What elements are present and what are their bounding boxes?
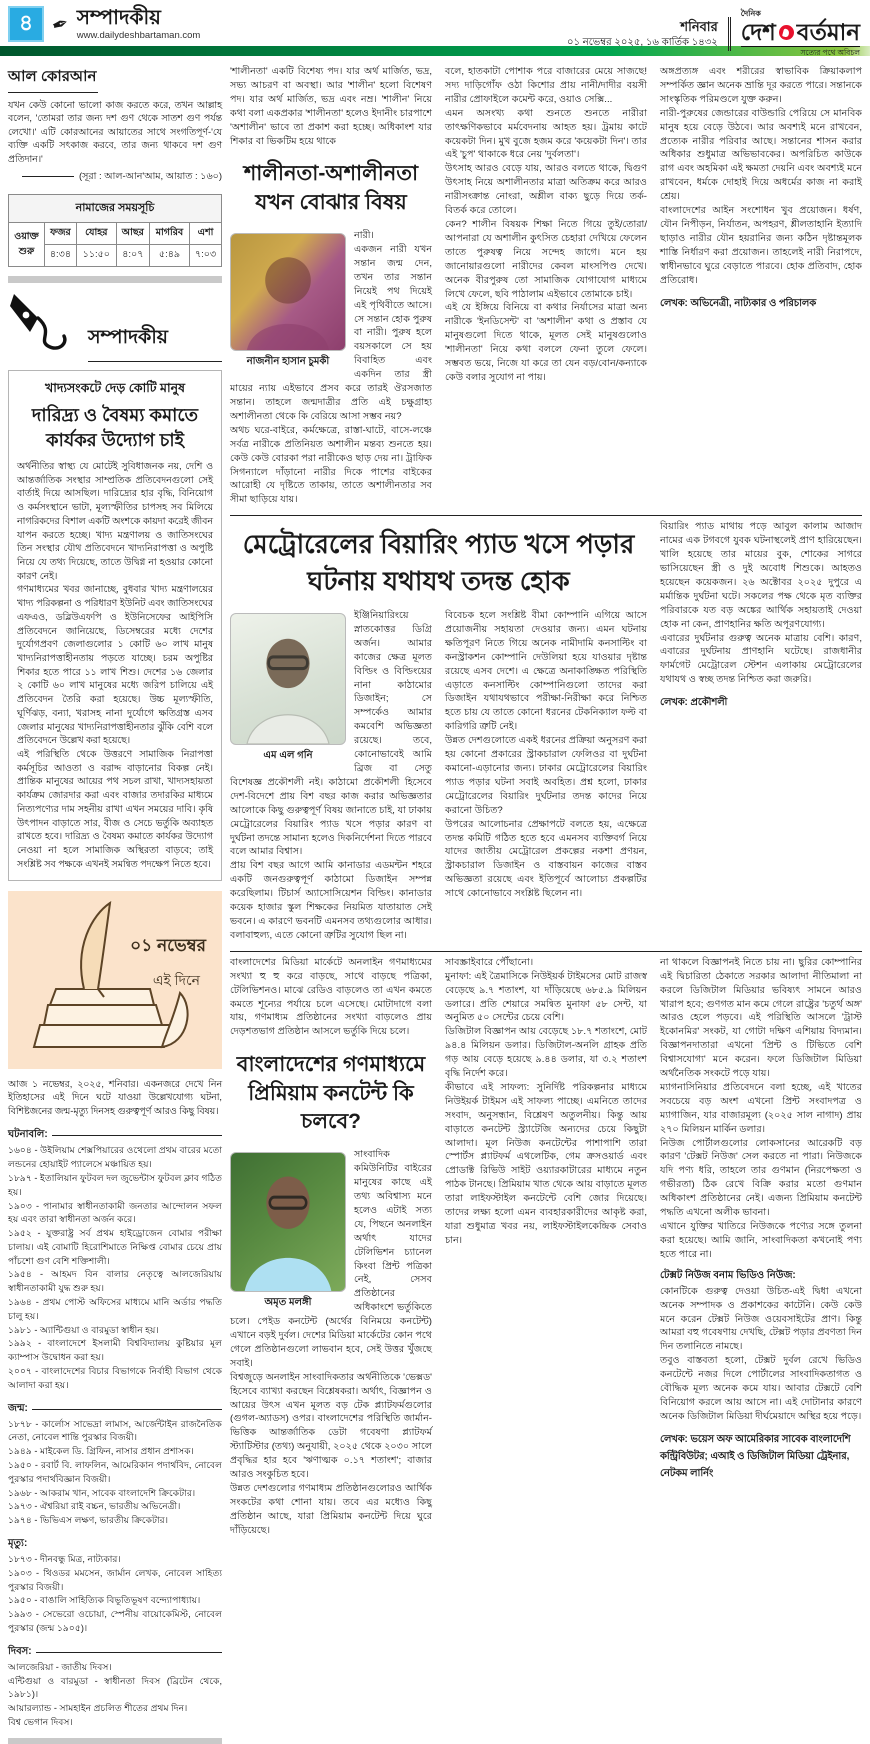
this-day-item: ১৯৭৩ - ঐশ্বরিয়া রাই বচ্চন, ভারতীয় অভিনেত্রী।	[8, 1501, 181, 1512]
article-premium-content	[230, 951, 862, 1546]
prayer-time-asr: ৪:০৭	[116, 245, 149, 267]
prayer-row-label: ওয়াক্ত শুরু	[9, 223, 45, 267]
article3-headline: বাংলাদেশের গণমাধ্যমে প্রিমিয়াম কনটেন্ট কি চলবে?	[236, 1053, 426, 1133]
this-day-item: ১৯৬৮ - আকরাম খান, সাবেক বাংলাদেশি ক্রিকেটার।	[8, 1487, 196, 1498]
newspaper-logo	[741, 8, 860, 60]
this-day-item: ১৯০৩ - থিওডর মমসেন, জার্মান লেখক, নোবেল সাহিত্য পুরস্কার বিজয়ী।	[8, 1567, 222, 1592]
main-articles-area	[230, 61, 862, 1744]
editorial-body: অর্থনীতির স্বাস্থ্য যে মোটেই সুবিধাজনক নয়, দেশি ও আন্তর্জাতিক সংস্থার সাম্প্রতিক প্রতিবেদনগুলো সেই বার্তাই দিয়ে আসছিল। দারিদ্র্যের হার বৃদ্ধি, বিনিয়োগ ও কর্মসংস্থানে ভাটা, মূল্যস্ফীতির চাপসহ সব মিলিয়ে নাগরিকদের বিশাল একটি অংশকে কায়দা করেই জীবন যাপন করতে হচ্ছে। খাদ্য মন্ত্রণালয় ও জাতিসংঘের তিন সংস্থার যৌথ প্রতিবেদনে খাদ্যনিরাপত্তা ও অপুষ্টি নিয়ে যে তথ্য দিয়েছে, তাতে উদ্বিগ্ন না হওয়ার কোনো কারণ নেই। গণমাধ্যমের খবর জানাচ্ছে, বুধবার খাদ্য মন্ত্রণালয়ের খাদ্য পরিকল্পনা ও পরিধারণ ইউনিট এবং জাতিসংঘের এফএও, ডব্লিউএফপি ও ইউনিসেফের আইপিসি প্রতিবেদনে জানিয়েছে, ডিসেম্বরের মধ্যে দেশের দুর্যোগপ্রবণ জেলাগুলোর ১ কোটি ৬০ লাখ মানুষ খাদ্যনিরাপত্তাহীনতায় পড়তে যাচ্ছে। চরম অপুষ্টির শিকার হতে পারে ১১ লাখ শিশু। দেশের ১৬ জেলার ২ কোটি ৬০ লাখ মানুষের মধ্যে জরিপ চালিয়ে এই প্রতিবেদন তৈরি করা হয়েছে। উচ্চ মূল্যস্ফীতি, ঘূর্ণিঝড়, বন্যা, খরাসহ নানা দুর্যোগে ক্ষতিগ্রস্ত এসব জেলার মানুষের খাদ্যনিরাপত্তাহীনতার ঝুঁকি বেশি বলে প্রতিবেদনে উল্লেখ করা হয়েছে। এই পরিস্থিতি থেকে উত্তরণে সামাজিক নিরাপত্তা কর্মসূচির আওতা ও বরাদ্দ বাড়ানোর বিকল্প নেই। প্রান্তিক মানুষের আয়ের পথ সচল রাখা, খাদ্যসহায়তা কার্যক্রম জোরদার করা এবং বাজার তদারকির মাধ্যমে নিত্যপণ্যের দাম সহনীয় রাখা এখন সময়ের দাবি। কৃষি উৎপাদন বাড়াতে সার, বীজ ও সেচে ভর্তুকি অব্যাহত রাখতে হবে। দারিদ্র্য ও বৈষম্য কমাতে কার্যকর উদ্যোগ নেওয়া না হলে সামাজিক অস্থিরতা বাড়বে; তাই সংশ্লিষ্ট সব পক্ষকে এখনই সমন্বিত পদক্ষেপ নিতে হবে।	[17, 459, 213, 869]
article1-author-caption: নাজনীন হাসান চুমকী	[246, 356, 330, 368]
article1-lead: 'শালীনতা' একটি বিশেষ্য পদ। যার অর্থ মার্জিত, ভদ্র, সভ্য আচরণ বা অবস্থা। আর 'শালীন' হলো বিশেষণ পদ। যার অর্থ মার্জিত, ভদ্র এবং নম্র। 'শালীন' নিয়ে কথা বলা একপ্রকার 'শালীনতা' হলেও ইদানীং চারপাশে 'অশালীন' ভাবে তা প্রকাশ করা হচ্ছে। অধিকাংশ যার শিকার বা ভিকটিম হয়ে থাকে	[230, 66, 432, 147]
this-day-item: ১৯৭৪ - ভিভিএস লক্ষণ, ভারতীয় ক্রিকেটার।	[8, 1515, 169, 1526]
this-day-item: ১৮৭৮ - কার্লোস সাভেদ্রা লামাস, আর্জেন্টাইন রাজনৈতিক নেতা, নোবেল শান্তি পুরস্কার বিজয়ী।	[8, 1418, 222, 1443]
article2-col2-text: বিবেচক হলে সংশ্লিষ্ট বীমা কোম্পানি এগিয়ে আসে প্রয়োজনীয় সহায়তা দেওয়ার জন্য। এমন ঘটনায় ক্ষতিপূরণ নিতে গিয়ে অনেক নামীদামি কনসাল্টিং বা কনস্ট্রাকশন কোম্পানি দেউলিয়া হয়ে যাওয়ার দৃষ্টান্ত রয়েছে এসব দেশে। এ ক্ষেত্রে অনাকাঙ্ক্ষিত পরিস্থিতি এড়াতে কনসাল্টিং কোম্পানিগুলো তাদের করা ডিজাইন যথাযথভাবে পরীক্ষা-নিরীক্ষা করে নিশ্চিত হতে চায় যে তাতে কোনো ধরনের টেকনিক্যাল ফল্ট বা কারিগরি ত্রুটি নেই। উন্নত দেশগুলোতে একই ধরনের প্রক্রিয়া অনুসরণ করা হয় কোনো প্রকারের স্ট্রাকচারাল ফেলিওর বা দুর্ঘটনা কমানো-এড়ানোর জন্য। ঢাকার মেট্রোরেলের বিয়ারিং প্যাড পড়ার ঘটনা সবাই অবহিত। প্রশ্ন হলো, ঢাকার মেট্রোরেলের বিয়ারিং দুর্ঘটনার তদন্ত কাদের নিয়ে করানো উচিত? উপরের আলোচনার প্রেক্ষাপটে বলতে হয়, এক্ষেত্রে তদন্ত কমিটি গঠিত হতে হবে এমনসব ব্যক্তিবর্গ নিয়ে যাদের জাতীয় মেট্রোরেল প্রকল্পের নকশা প্রণয়ন, স্ট্রাকচারাল ডিজাইন ও বাস্তবায়ন কাজের বাস্তব অভিজ্ঞতা রয়েছে এবং ইতিপূর্বে আলোচ্য প্রকল্পটির সাথে কোনোভাবে সংশ্লিষ্ট ছিলেন না।	[445, 610, 647, 900]
prayer-time-zuhr: ১১:৫০	[76, 245, 116, 267]
this-day-title: এই দিনে	[152, 971, 200, 988]
article2-byline: লেখক: প্রকৌশলী	[660, 697, 728, 709]
this-day-section-heading-3: দিবস:	[8, 1644, 222, 1661]
article1-col2-text: বলে, হাতকাটা পোশাক পরে বাজারের মেয়ে সাজছে! সদ্য দাড়িগোঁফ ওঠা কিশোর প্রায় নানী/দাদীর বয়সী নারীর প্রোফাইলে কমেন্ট করে, ওয়াও সেক্সি... এমন অসংখ্য কথা শুনতে শুনতে নারীরা তাৎক্ষণিকভাবে মর্মবেদনায় আহত হয়। ট্রমায় কাটে কয়েকটা দিন। মুখ বুজে হজম করে 'কয়েকটা দিন'। তার এই 'চুপ' থাকাকে ধরে নেয় 'দুর্বলতা'। উৎসাহ আরও বেড়ে যায়, আরও বলতে থাকে, দ্বিগুণ উৎসাহ নিয়ে অশালীনতার মাত্রা অতিক্রম করে আরও নারীসংক্রান্ত নোংরা, অশ্লীল বাক্য ছুড়ে দিয়ে তর্ক-বিতর্ক করে তোলে। কেন? শালীন বিষয়ক শিক্ষা নিতে গিয়ে তুই/তোরা/আপনারা যে অশালীন কুৎসিত চেহারা দেখিয়ে ফেলেন তাতে পুরুষত্ব নিয়ে সন্দেহ জাগে। মনে হয় জানোয়ারগুলো নারীদের কেবল মাংসপিণ্ড দেখে। অনেক বীরপুরুষ তো সামাজিক যোগাযোগ মাধ্যমে লিখে ফেলে, ছবি পাঠালাম এইভাবে তোমাকে চাই। এই যে ইঙ্গিয়ে বিনিয়ে বা কথার নির্যাসের মাত্রা অন্য নারীকে 'ইনডিসেন্ট' বা 'অশালীন' কথা ও প্রস্তাব যে মানুষগুলো দিতে থাকে, মূলত সেই মানুষগুলোও 'শালীনতা' নিয়ে কথা বললে ফেনা তুলে ফেলে। সম্ভবত ভয়ে, নিজে যা করে তা যেন বড়/বোন/কন্যাকে কেউ বলার সুযোগ না পায়।	[445, 66, 647, 383]
section-title: সম্পাদকীয়	[76, 6, 161, 29]
fountain-pen-icon	[8, 292, 82, 362]
header-divider	[728, 17, 731, 51]
editorial-kicker: খাদ্যসংকটে দেড় কোটি মানুষ	[45, 381, 185, 396]
article3-byline: লেখক: ভয়েস অফ আমেরিকার সাবেক বাংলাদেশি কন্ট্রিবিউটর; এআই ও ডিজিটাল মিডিয়া ট্রেইনার, নেটকম লার্নিং	[660, 1433, 851, 1479]
this-day-item: ১৯৯৩ - সেভেরো ওচোয়া, স্পেনীয় বায়োকেমিস্ট, নোবেল পুরস্কার (জন্ম ১৯০৫)।	[8, 1609, 222, 1634]
prayer-times-table	[8, 194, 222, 267]
article1-author-figure	[230, 233, 346, 371]
quran-source: (সূরা : আল-আন'আম, আয়াত : ১৬০)	[8, 170, 222, 185]
article1-col1-text: নারী। একজন নারী যখন সন্তান জন্ম দেন, তখন তার সন্তান নিয়েই পথ দিয়েই এই পৃথিবীতে আসে। সে সন্তান হোক পুরুষ বা নারী। পুরুষ হলে বয়সকালে সে হয় বিবাহিত এবং একদিন তার স্ত্রী মায়ের ন্যায় এইভাবে প্রসব করে তারই ঔরসজাত সন্তান। তাহলে জন্মদাত্রীর প্রতি এই চক্ষুগ্রাহ্য অশালীনতা থেকে কি বেরিয়ে আসা সম্ভব নয়? অথচ ঘরে-বাইরে, কর্মক্ষেত্রে, রাস্তা-ঘাটে, বাসে-লঞ্চে সর্বত্র নারীকে প্রতিনিয়ত অশালীন মন্তব্য শুনতে হয়। কেউ কেউ বোরকা পরা নারীকেও ছাড় দেয় না। ট্রাফিক সিগন্যালে দাঁড়ানো নারীর দিকে পাশের বাইকের আরোহী যে দৃষ্টিতে তাকায়, তাতে অশালীনতার সব সীমা ছাড়িয়ে যায়।	[230, 230, 432, 506]
this-day-item: আলজেরিয়া - জাতীয় দিবস।	[8, 1661, 112, 1672]
this-day-item: ২০০৭ - বাংলাদেশের বিচার বিভাগকে নির্বাহী বিভাগ থেকে আলাদা করা হয়।	[8, 1366, 222, 1390]
pen-icon: ✒︎	[48, 11, 73, 38]
prayer-table-title: নামাজের সময়সূচি	[9, 195, 222, 223]
prayer-time-maghrib: ৫:৪৯	[149, 245, 189, 267]
this-day-item: এন্টিগুয়া ও বারমুডা - স্বাধীনতা দিবস (ব্রিটেন থেকে, ১৯৮১)।	[8, 1675, 222, 1700]
editorial-headline: দারিদ্র্য ও বৈষম্য কমাতে কার্যকর উদ্যোগ চাই	[31, 405, 199, 450]
article3-subhead: টেক্সট নিউজ বনাম ভিডিও নিউজ:	[660, 1269, 796, 1281]
article-metrorail	[230, 515, 862, 951]
prayer-col-fajr: ফজর	[45, 223, 77, 245]
article2-headline: মেট্রোরেলের বিয়ারিং প্যাড খসে পড়ার ঘটনায় যথাযথ তদন্ত হোক	[242, 529, 635, 596]
quran-verse: যখন কেউ কোনো ভালো কাজ করতে করে, তখন আল্লাহ বলেন, 'তোমরা তার জন্য দশ গুণ থেকে সাতশ গুণ পর্যন্ত লেখো।' এটি কোরআনের আয়াতের সাথে সংগতিপূর্ণ-'যে ব্যক্তি একটি সৎকাজ করবে, তার জন্য থাকবে দশ গুণ প্রতিদান।'	[8, 100, 222, 164]
this-day-item: বিশ্ব ভেগান দিবস।	[8, 1717, 73, 1727]
date-line: ০১ নভেম্বর ২০২৫, ১৬ কার্তিক ১৪৩২	[567, 37, 718, 49]
page-number-box	[8, 6, 44, 42]
quran-section	[8, 61, 222, 185]
article3-col1-text: সাংবাদিক কমিউনিটির বাইরের মানুষের কাছে এই তথ্য অবিশ্বাস্য মনে হলেও এটাই সত্য যে, পিছনে অনলাইন অর্থাৎ যাদের টেলিভিশন চ্যানেল কিংবা প্রিন্ট পত্রিকা নেই, সেসব প্রতিষ্ঠানের অধিকাংশে ভর্তুকিতে চলে। পেইড কনটেন্ট (অর্থের বিনিময়ে কনটেন্ট) এখানে বড়ই দুর্বল। দেশের মিডিয়া মার্কেটের কোন পথে গেলে প্রতিষ্ঠানগুলো লাভবান হবে, সেই উত্তর খুঁজছে সবাই। বিশ্বজুড়ে অনলাইন সাংবাদিকতার অর্থনীতিকে 'ভেক্সড' হিসেবে ব্যাখ্যা করছেন বিশ্লেষকরা। অর্থাৎ, বিজ্ঞাপন ও আয়ের উৎস এখন মূলত বড় টেক প্ল্যাটফর্মগুলোর (গুগল-অ্যাডস) ওপর। বাংলাদেশের পরিস্থিতি জার্মান-ভিত্তিক আন্তর্জাতিক ডেটা গবেষণা প্ল্যাটফর্ম স্ট্যাটিস্টার (তথ্য) অনুযায়ী, ২০২৫ থেকে ২০৩০ সালে প্রবৃদ্ধির হার হবে 'ঋণাত্মক ০.১৭ শতাংশ'; বাজার আরও সংকুচিত হবে। উন্নত দেশগুলোর গণমাধ্যম প্রতিষ্ঠানগুলোরও আর্থিক সংকটের কথা শোনা যায়। তবে এর মধ্যেও কিছু প্রতিষ্ঠান আছে, যারা প্রিমিয়াম কনটেন্ট দিয়ে ঘুরে দাঁড়িয়েছে।	[230, 1149, 432, 1536]
website-link[interactable]: www.dailydeshbartaman.com	[76, 29, 201, 41]
this-day-lists	[8, 1127, 222, 1729]
article-modesty	[230, 61, 862, 515]
weekday-label: শনিবার	[680, 19, 718, 35]
this-day-section-heading-1: জন্ম:	[8, 1401, 222, 1418]
prayer-col-zuhr: যোহর	[76, 223, 116, 245]
prayer-col-maghrib: মাগরিব	[149, 223, 189, 245]
this-day-item: ১৯৮১ - অ্যান্টিগুয়া ও বারমুডা স্বাধীন হয়।	[8, 1324, 159, 1335]
this-day-item: ১৯৫২ - যুক্তরাষ্ট্র সর্ব প্রথম হাইড্রোজেন বোমার পরীক্ষা চালায়। এই বোমাটি হিরোশিমাতে নিক্ষিপ্ত বোমার চেয়ে প্রায় পাঁচশো গুণ বেশি শক্তিশালী।	[8, 1228, 222, 1266]
sidebar-bottom-bar	[8, 1738, 222, 1744]
this-day-item: ১৯০৩ - পানামার স্বাধীনতাকামী জনতার আন্দোলন সফল হয় এবং তারা স্বাধীনতা অর্জন করে।	[8, 1200, 222, 1225]
logo-tagline: সত্যের পথে অবিচল	[741, 46, 860, 60]
this-day-item: ১৯৪৯ - মাইকেল ডি. গ্রিফিন, নাসার প্রধান প্রশাসক।	[8, 1446, 194, 1457]
article3-col3-text-b: কোনটিকে গুরুত্ব দেওয়া উচিত-এই দ্বিধা এখনো অনেক সম্পাদক ও প্রকাশকের কাটেনি। কেউ কেউ মনে করেন টেক্সট নিউজ ওয়েবসাইটের প্রাণ। কিন্তু আমরা বহু গবেষণায় দেখছি, টেক্সট পড়ার প্রবণতা দিন দিন তলানিতে নামছে। তবুও বাস্তবতা হলো, টেক্সট দুর্বল রেখে ভিডিও কনটেন্টে নজর দিলে পোর্টালের সাংবাদিকতাগত ও বৌদ্ধিক মূল্য অনেক কমে যায়। আবার টেক্সটে বেশি বিনিয়োগ করলে আয় আসে না। এই দোটানার কারণে অনেক ডিজিটাল মিডিয়া দীর্ঘমেয়াদে অস্থির হয়ে পড়ে।	[660, 1285, 862, 1422]
this-day-section-heading-0: ঘটনাবলি:	[8, 1127, 222, 1144]
quran-title: আল কোরআন	[8, 63, 98, 93]
editorial-masthead	[8, 292, 222, 362]
this-day-intro: আজ ১ নভেম্বর, ২০২৫, শনিবার। একনজরে দেখে নিন ইতিহাসের এই দিনে ঘটে যাওয়া উল্লেখযোগ্য ঘটনা, বিশিষ্টজনের জন্ম-মৃত্যু দিনসহ গুরুত্বপূর্ণ আরও কিছু বিষয়।	[8, 1078, 222, 1117]
prayer-time-isha: ৭:০৩	[190, 245, 222, 267]
author-photo	[230, 1152, 346, 1292]
article3-author-caption: অমৃত মলঙ্গী	[264, 1297, 312, 1309]
page-header	[0, 0, 870, 57]
this-day-item: ১৯৫০ - রবার্ট বি. লাফলিন, আমেরিকান পদার্থবিদ, নোবেল পুরস্কার পদার্থবিজ্ঞান বিজয়ী।	[8, 1460, 222, 1484]
logo-name-right: বর্তমান	[796, 19, 860, 45]
editorial-section-title: সম্পাদকীয়	[88, 323, 222, 362]
editorial-article	[8, 370, 222, 880]
article3-lead: বাংলাদেশের মিডিয়া মার্কেটে অনলাইন গণমাধ্যমের সংখ্যা হু হু করে বাড়ছে, সাথে বাড়ছে পত্রিকা, টেলিভিশনও। মাঝে রেডিও বাড়লেও তা এখন কমতে কমতে শূন্যের পর্যায়ে চলে এসেছে। মোটাদাগে বলা যায়, গণমাধ্যম প্রতিষ্ঠানের সংখ্যা বাড়লেও প্রায় দেড়শতভাগ প্রতিষ্ঠান আসলে ভর্তুকি দিয়ে চলে।	[230, 956, 432, 1038]
prayer-time-fajr: ৪:৩৪	[45, 245, 77, 267]
article2-col3-text: বিয়ারিং প্যাড মাথায় পড়ে আবুল কালাম আজাদ নামের এক টগবগে যুবক ঘটনাস্থলেই প্রাণ হারিয়েছেন। খালি হয়েছে তার মায়ের বুক, শোকের সাগরে ভাসিয়েছেন স্ত্রী ও দুই অবোধ শিশুকে। আহতও হয়েছেন কয়েকজন। ২৬ অক্টোবর ২০২৫ দুপুরে এ মর্মান্তিক দুর্ঘটনা ঘটে। সকলের পক্ষ থেকে মৃত ব্যক্তির পরিবারকে যত বড় অঙ্কের আর্থিক সহায়তাই দেওয়া হোক না কেন, প্রাণহানির ক্ষতি অপূরণযোগ্য। এবারের দুর্ঘটনার গুরুত্ব অনেক মাত্রায় বেশি। কারণ, এবারের দুর্ঘটনায় প্রাণহানি ঘটেছে। রাজধানীর ফার্মগেট মেট্রোরেল স্টেশন এলাকায় মেট্রোরেলের যথাযথ ও স্বচ্ছ তদন্ত নিশ্চিত করা জরুরি।	[660, 521, 862, 686]
article3-col2-text: সাবস্ক্রাইবারে পৌঁছানো। মুনাফা: এই ত্রৈমাসিকে নিউইয়র্ক টাইমসের মোট রাজস্ব বেড়েছে ৯.৭ শতাংশ, যা দাঁড়িয়েছে ৬৮৫.৯ মিলিয়ন ডলারে। প্রতি শেয়ারে সমন্বিত মুনাফা ৫৮ সেন্ট, যা অনুমিত ৫০ সেন্টের চেয়ে বেশি। ডিজিটাল বিজ্ঞাপন আয় বেড়েছে ১৮.৭ শতাংশে, মোট ৯৪.৪ মিলিয়ন ডলার। ডিজিটাল-অনলি গ্রাহক প্রতি গড় আয় বেড়ে হয়েছে ৯.৪৪ ডলার, যা ৩.২ শতাংশ বৃদ্ধি নির্দেশ করে। কীভাবে এই সাফল্য: সুনির্দিষ্ট পরিকল্পনার মাধ্যমে নিউইয়র্ক টাইমস এই সাফল্য পাচ্ছে। এমনিতে তাদের সংবাদ, অনুসন্ধান, বিশ্লেষণ অতুলনীয়। কিন্তু আয় বাড়াতে কনটেন্ট স্ট্র্যাটেজি অন্যদের চেয়ে কিছুটা আলাদা। মূল নিউজ কনটেন্টের পাশাপাশি তারা স্পোর্টস প্ল্যাটফর্ম এথলেটিক, গেম ক্রসওয়ার্ড এবং প্রোডাক্ট রিভিউ সাইট ওয়্যারকাটারের মাধ্যমে নতুন পাঠক টানছে। প্রিমিয়াম খাত থেকে আয় বাড়াতে মূলত তারা লাইফস্টাইল কনটেন্টে বেশি জোর দিয়েছে। তাদের লক্ষ্য হলো এমন ব্যবহারকারীদের আকৃষ্ট করা, যারা শুধুমাত্র খবর নয়, লাইফস্টাইলকেন্দ্রিক সেবাও চান।	[445, 956, 647, 1246]
this-day-item: আয়ারল্যান্ড - সামহাইন প্রচলিত শীতের প্রথম দিন।	[8, 1703, 188, 1714]
article2-col1-text: ইঞ্জিনিয়ারিংয়ে স্নাতকোত্তর ডিগ্রি অর্জন। আমার কাজের ক্ষেত্র মূলত বিল্ডিং ও বিল্ডিংয়ের নানা কাঠামোর ডিজাইন; সে সম্পর্কেও আমার কমবেশি অভিজ্ঞতা রয়েছে। তবে, কোনোভাবেই আমি ব্রিজ বা সেতু বিশেষজ্ঞ প্রকৌশলী নই। কাঠামো প্রকৌশলী হিসেবে দেশ-বিদেশে প্রায় বিশ বছর কাজ করার অভিজ্ঞতার আলোকে কিছু গুরুত্বপূর্ণ বিষয় জানাতে চাই, যা ঢাকায় মেট্রোরেলের বিয়ারিং প্যাড খসে পড়ার কারণ বা দুর্ঘটনা তদন্তে সামান্য হলেও দিকনির্দেশনা দিতে পারবে বলে আমার বিশ্বাস। প্রায় বিশ বছর আগে আমি কানাডার এডমন্টন শহরে একটি জনগুরুত্বপূর্ণ কাঠামো ডিজাইন সম্পন্ন করেছিলাম। টিচার্স অ্যাসোসিয়েশন বিল্ডিং। কানাডার কয়েক হাজার স্কুল শিক্ষকের নিয়মিত যাতায়াত সেই ভবনে। এ কারণে ভবনটি এমনসব তথ্যগুলোর আধার। বলাবাহুল্য, এতে কোনো ত্রুটির সুযোগ ছিল না।	[230, 610, 432, 941]
prayer-col-asr: আছর	[116, 223, 149, 245]
this-day-item: ১৮৭৩ - দীনবন্ধু মিত্র, নাট্যকার।	[8, 1554, 121, 1565]
article2-author-figure	[230, 613, 346, 765]
article3-author-figure	[230, 1152, 346, 1312]
this-day-item: ১৮৯৭ - ইতালিয়ান ফুটবল দল জুভেন্টাস ফুটবল ক্লাব গঠিত হয়।	[8, 1172, 222, 1197]
logo-map-icon	[779, 25, 794, 40]
article2-author-caption: এম এল গনি	[263, 750, 313, 762]
article1-headline: শালীনতা-অশালীনতা যখন বোঝার বিষয়	[243, 162, 419, 214]
left-sidebar	[8, 61, 222, 1744]
this-day-item: ১৯৬৪ - প্রথম পোস্ট অফিসের মাধ্যমে মানি অর্ডার পদ্ধতি চালু হয়।	[8, 1297, 222, 1321]
this-day-item: ১৬০৪ - উইলিয়াম শেক্সপিয়ারের ওথেলো প্রথম বারের মতো লন্ডনের হোয়াইট প্যালেসে মঞ্চায়িত হয়।	[8, 1145, 222, 1170]
prayer-col-isha: এশা	[190, 223, 222, 245]
this-day-date: ০১ নভেম্বর	[130, 935, 206, 955]
this-day-item: ১৯৯২ - বাংলাদেশে ইসলামী বিশ্ববিদ্যালয় কুষ্টিয়ার মূল ক্যাম্পাস উদ্বোধন করা হয়।	[8, 1338, 222, 1363]
sidebar-divider-bar	[8, 276, 222, 283]
logo-name-left: দেশ	[740, 19, 776, 45]
article1-byline: লেখক: অভিনেত্রী, নাট্যকার ও পরিচালক	[660, 297, 817, 309]
page-number: ৪	[18, 9, 34, 35]
logo-daily-label: দৈনিক	[740, 9, 761, 18]
article3-col3-text-a: না থাকলে বিজ্ঞাপনই নিতে চায় না। ছুরির কোম্পানির এই দ্বিচারিতা ঠেকাতে সরকার আলাদা নীতিমালা না করলে ডিজিটাল মিডিয়ার ভবিষ্যৎ সামনে আরও খারাপ হবে; গুণগত মান কমে গেলে রাষ্ট্রের 'চতুর্থ অঙ্গ' আরও হেলে পড়বে। এই পরিস্থিতি আসলে 'ট্রাস্ট ইকোনমির' সংকট, যা গোটা দক্ষিণ এশিয়ায় বিদ্যমান। বিজ্ঞাপনদাতারা এখনো 'প্রিন্ট ও টিভিতে বেশি বিশ্বাসযোগ্য' মনে করেন। ফলে ডিজিটাল মিডিয়া অর্থনৈতিক সংকটে পড়ে যায়। ম্যাগনাসিনিয়ার প্রতিবেদনে বলা হচ্ছে, এই খাতের সবচেয়ে বড় অংশ এখনো প্রিন্ট সংবাদপত্র ও ম্যাগাজিন, যার বাজারমূল্য (২০২৫ সাল নাগাদ) প্রায় ২৭০ মিলিয়ন মার্কিন ডলার। নিউজ পোর্টালগুলোর লোকসানের আরেকটি বড় কারণ 'টেক্সট নিউজ' সেল করতে না পারা। নিউজকে যদি পণ্য ধরি, তাহলে তার গুণমান (নিরপেক্ষতা ও গভীরতা) ঠিক রেখে বিক্রি করার মতো গুণমান অধিকাংশ প্রতিষ্ঠানের নেই। এজন্য প্রিমিয়াম কনটেন্ট পদ্ধতি এখনো অলীক ভাবনা। এখানে যুক্তির খাতিরে নিউজকে পণ্যের সঙ্গে তুলনা করা হয়েছে। আমি জানি, সাংবাদিকতা কখনোই পণ্য হতে পারে না।	[660, 956, 862, 1260]
this-day-item: ১৯৫৪ - আহমদ বিন বালার নেতৃত্বে আলজেরিয়ায় স্বাধীনতাকামী যুদ্ধ শুরু হয়।	[8, 1269, 222, 1294]
this-day-banner	[8, 891, 222, 1069]
article1-col3-text: অঙ্গপ্রত্যঙ্গ এবং শরীরের স্বাভাবিক ক্রিয়াকলাপ সম্পর্কিত জ্ঞান অনেক ভ্রান্তি দূর করতে পারে। সন্তানকে সাংস্কৃতিক পরিমণ্ডলে যুক্ত করুন। নারী-পুরুষের জেন্ডারের বাউন্ডারি পেরিয়ে সে মানবিক মানুষ হয়ে বেড়ে উঠবে। আর অবশ্যই মনে রাখবেন, প্রত্যেক নারীর পরিবার আছে। সন্তানের শাসন করার অধিকার শুধুমাত্র অভিভাবকের। অপরিচিত কাউকে রাগ এবং অহমিকা এই ক্ষমতা দেয়নি এবং অবশ্যই মনে রাখবেন, ধর্মকে দোহাই দিয়ে অধর্মের কাজ না করাই শ্রেয়। বাংলাদেশের আইন সংশোধন খুব প্রয়োজন। ধর্ষণ, যৌন নিপীড়ন, নির্যাতন, অপহরণ, শ্লীলতাহানি ইত্যাদি ছাড়াও নারীর যৌন হয়রানির জন্য কঠিন দৃষ্টান্তমূলক শাস্তি নির্ধারণ করা প্রয়োজন। তাহলেই নারী নিরাপদে, স্বাধীনভাবে ঘুরে বেড়াতে পারবে। হোক প্রতিবাদ, হোক প্রতিরোধ।	[660, 66, 862, 286]
this-day-section-heading-2: মৃত্যু:	[8, 1538, 28, 1550]
author-photo	[230, 613, 346, 745]
this-day-item: ১৯৫০ - বাঙালি সাহিত্যিক বিভূতিভূষণ বন্দ্যোপাধ্যায়।	[8, 1595, 201, 1606]
author-photo	[230, 233, 346, 351]
